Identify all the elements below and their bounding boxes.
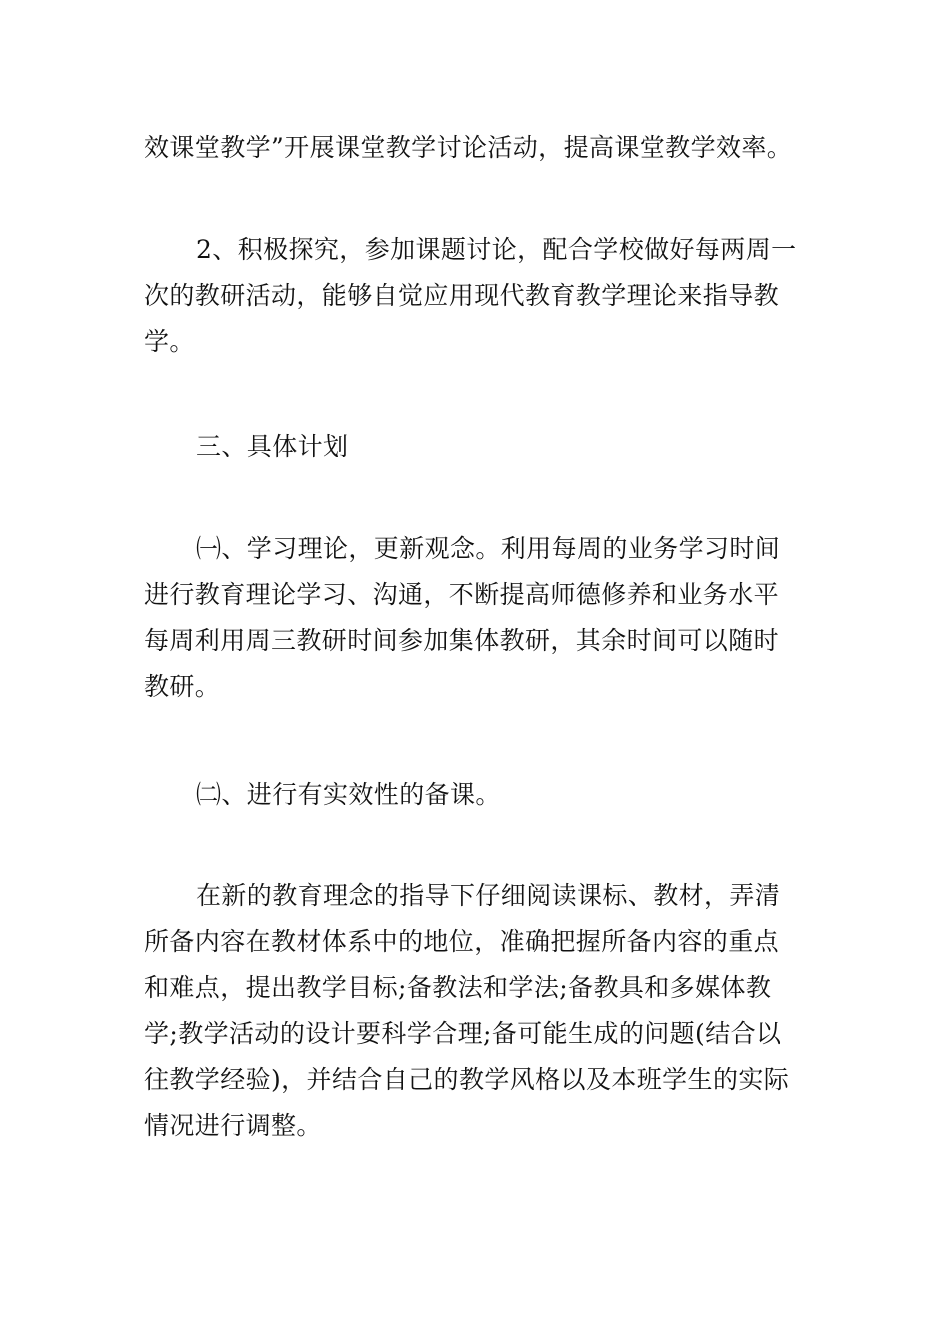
text-line: 效课堂教学”开展课堂教学讨论活动，提高课堂教学效率。 [144, 133, 793, 162]
text-line: 情况进行调整。 [144, 1111, 322, 1140]
text-line: 学;教学活动的设计要科学合理;备可能生成的问题(结合以 [144, 1019, 782, 1048]
paragraph-item-2 [144, 227, 809, 365]
text-line: 往教学经验)，并结合自己的教学风格以及本班学生的实际 [144, 1065, 790, 1094]
text-line: 2、积极探究，参加课题讨论，配合学校做好每两周一 [196, 235, 797, 264]
text-line: ㈠、学习理论，更新观念。利用每周的业务学习时间 [196, 534, 781, 563]
paragraph-item-two [144, 772, 809, 818]
text-line: 和难点，提出教学目标;备教法和学法;备教具和多媒体教 [144, 973, 772, 1002]
text-line: 教研。 [144, 672, 221, 701]
section-heading-text: 三、具体计划 [196, 432, 349, 461]
paragraph-item-one [144, 526, 809, 710]
paragraph-lesson-prep [144, 873, 809, 1149]
text-line: 所备内容在教材体系中的地位，准确把握所备内容的重点 [144, 927, 780, 956]
text-line: 次的教研活动，能够自觉应用现代教育教学理论来指导教 [144, 281, 780, 310]
text-line: 学。 [144, 327, 195, 356]
text-line: 进行教育理论学习、沟通，不断提高师德修养和业务水平 [144, 580, 780, 609]
text-line: 在新的教育理念的指导下仔细阅读课标、教材，弄清 [196, 881, 781, 910]
text-line: ㈡、进行有实效性的备课。 [196, 780, 501, 809]
section-heading-specific-plan [144, 424, 809, 470]
paragraph-continuation [144, 125, 809, 171]
text-line: 每周利用周三教研时间参加集体教研，其余时间可以随时 [144, 626, 780, 655]
